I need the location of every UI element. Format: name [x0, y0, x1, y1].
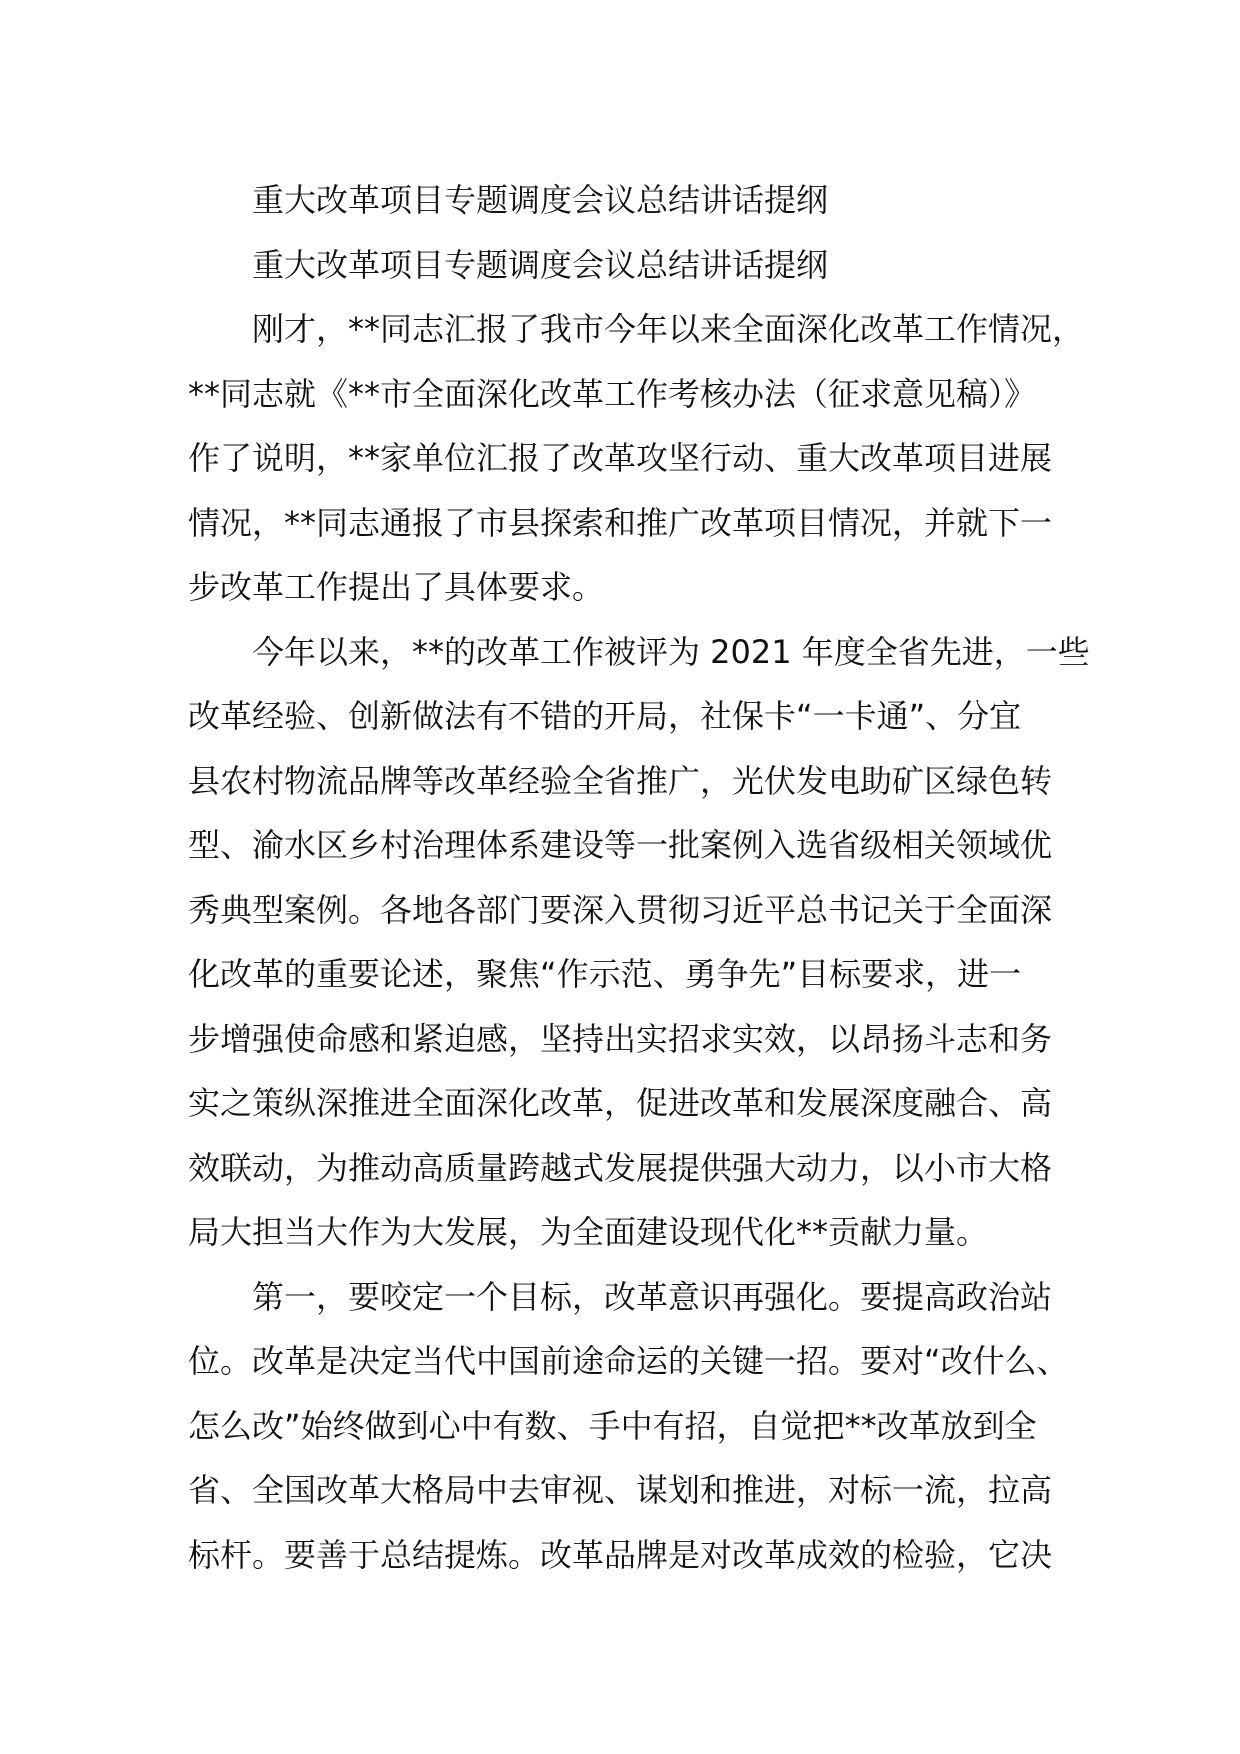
paragraph-line: 今年以来，**的改革工作被评为 2021 年度全省先进，一些: [252, 632, 1090, 671]
paragraph-opening: [188, 297, 1085, 620]
paragraph-line: 型、渝水区乡村治理体系建设等一批案例入选省级相关领域优: [188, 826, 1053, 864]
document-title: 重大改革项目专题调度会议总结讲话提纲: [252, 181, 829, 219]
paragraph-line: 化改革的重要论述，聚焦“作示范、勇争先”目标要求，进一: [188, 955, 1022, 993]
paragraph-line: 作了说明，**家单位汇报了改革攻坚行动、重大改革项目进展: [188, 439, 1053, 477]
paragraph-line: 刚才，**同志汇报了我市今年以来全面深化改革工作情况，: [252, 310, 1085, 348]
paragraph-line: 步增强使命感和紧迫感，坚持出实招求实效，以昂扬斗志和务: [188, 1019, 1053, 1058]
document-page: [188, 168, 1090, 1587]
paragraph-line: 情况，**同志通报了市县探索和推广改革项目情况，并就下一: [188, 503, 1053, 542]
paragraph-line: 秀典型案例。各地各部门要深入贯彻习近平总书记关于全面深: [188, 890, 1053, 929]
paragraph-line: 步改革工作提出了具体要求。: [188, 568, 605, 606]
paragraph-line: **同志就《**市全面深化改革工作考核办法（征求意见稿）》: [188, 374, 1037, 413]
paragraph-line: 改革经验、创新做法有不错的开局，社保卡“一卡通”、分宜: [188, 697, 1022, 735]
paragraph-line: 位。改革是决定当代中国前途命运的关键一招。要对“改什么、: [188, 1342, 1069, 1380]
paragraph-line: 实之策纵深推进全面深化改革，促进改革和发展深度融合、高: [188, 1084, 1053, 1122]
paragraph-line: 局大担当大作为大发展，为全面建设现代化**贡献力量。: [188, 1213, 989, 1251]
paragraph-line: 怎么改”始终做到心中有数、手中有招，自觉把**改革放到全: [188, 1406, 1037, 1445]
paragraph-line: 标杆。要善于总结提炼。改革品牌是对改革成效的检验，它决: [188, 1535, 1053, 1574]
paragraph-first-point: [188, 1265, 1069, 1588]
paragraph-line: 效联动，为推动高质量跨越式发展提供强大动力，以小市大格: [188, 1148, 1053, 1187]
paragraph-line: 县农村物流品牌等改革经验全省推广，光伏发电助矿区绿色转: [188, 761, 1053, 800]
paragraph-achievements: [188, 620, 1090, 1265]
paragraph-line: 省、全国改革大格局中去审视、谋划和推进，对标一流，拉高: [188, 1471, 1053, 1509]
paragraph-line: 第一，要咬定一个目标，改革意识再强化。要提高政治站: [252, 1277, 1053, 1316]
document-title-repeat: 重大改革项目专题调度会议总结讲话提纲: [252, 245, 829, 284]
